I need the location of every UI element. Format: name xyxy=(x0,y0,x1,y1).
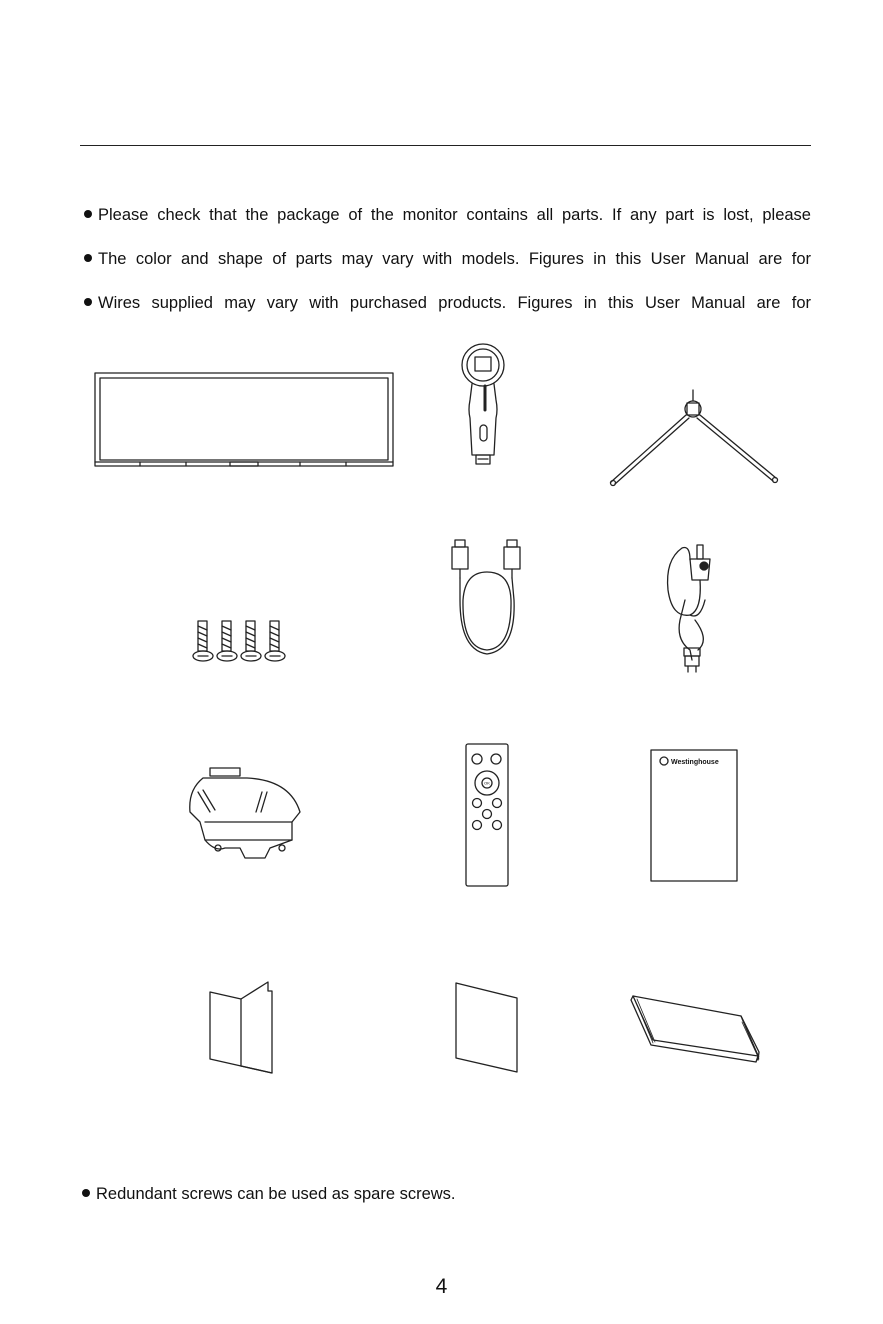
warranty-card-illustration xyxy=(456,983,517,1072)
manual-brand-text: Westinghouse xyxy=(671,759,719,766)
stand-column-illustration xyxy=(462,344,504,464)
instruction-text-2: The color and shape of parts may vary with models. Figures in this User Manual are for xyxy=(98,250,811,268)
screws-illustration xyxy=(193,621,285,661)
power-cord-illustration xyxy=(668,545,710,672)
instruction-bullet-2 xyxy=(84,249,811,269)
stand-adapter-illustration xyxy=(190,768,300,858)
header-rule xyxy=(80,145,811,146)
monitor-illustration xyxy=(95,373,393,466)
bullet-dot xyxy=(84,254,92,262)
stand-base-illustration xyxy=(611,390,778,486)
instruction-bullet-3 xyxy=(84,293,811,313)
user-manual-illustration xyxy=(651,750,737,881)
instruction-bullet-1 xyxy=(84,205,811,225)
usb-cable-illustration xyxy=(452,540,520,654)
page-number: 4 xyxy=(435,1275,448,1298)
bullet-dot xyxy=(84,210,92,218)
bullet-dot xyxy=(84,298,92,306)
remote-illustration xyxy=(466,744,508,886)
note-text: Redundant screws can be used as spare screws. xyxy=(96,1185,456,1203)
instruction-text-1: Please check that the package of the monitor contains all parts. If any part is lost, please xyxy=(98,206,811,224)
bullet-dot xyxy=(82,1189,90,1197)
remote-ok-label: OK xyxy=(484,780,490,786)
card-stack-illustration xyxy=(631,996,759,1062)
instruction-text-3: Wires supplied may vary with purchased products. Figures in this User Manual are for xyxy=(98,294,811,312)
folded-leaflet-illustration xyxy=(210,982,272,1073)
spare-screws-note xyxy=(82,1184,456,1204)
